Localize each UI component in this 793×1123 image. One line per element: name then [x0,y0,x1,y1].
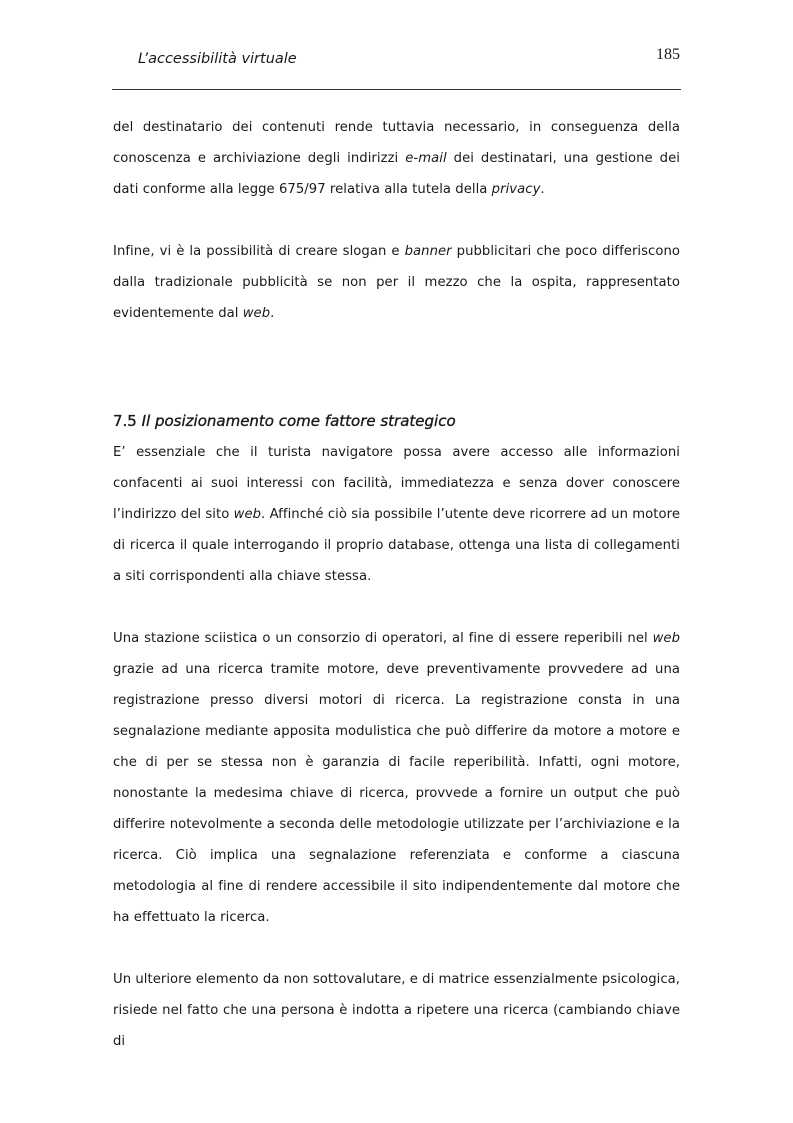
section-number: 7.5 [113,412,142,430]
paragraph-registration: Una stazione sciistica o un consorzio di operatori, al fine di essere reperibili nel web grazie ad una ricerca tramite motore, deve preventivamente provvedere ad una registrazione presso diversi motori di ricerca. La registrazione consta in una segnalazione mediante apposita modulistica che può differire da motore a motore e che di per se stessa non è garanzia di facile reperibilità. Infatti, ogni motore, nonostante la medesima chiave di ricerca, provvede a fornire un output che può differire notevolmente a seconda delle metodologie utilizzate per l’archiviazione e la ricerca. Ciò implica una segnalazione referenziata e conforme a ciascuna metodologia al fine di rendere accessibile il sito indipendentemente dal motore che ha effettuato la ricerca. [113,631,680,925]
emphasis-web: web [233,507,262,522]
paragraph-banner: Infine, vi è la possibilità di creare slogan e banner pubblicitari che poco differiscono dalla tradizionale pubblicità se non per il mezzo che la ospita, rappresentato evidentemente dal web. [113,244,681,321]
paragraph-privacy: del destinatario dei contenuti rende tuttavia necessario, in conseguenza della conoscenza e archiviazione degli indirizzi e-mail dei destinatari, una gestione dei dati conforme alla legge 675/97 relativa alla tutela della privacy. [113,120,680,197]
emphasis-web: web [652,631,680,646]
header-divider [112,89,681,90]
emphasis-web: web [242,306,271,321]
page-body [113,112,680,1057]
running-header-title: L’accessibilità virtuale [138,51,297,67]
section-title: Il posizionamento come fattore strategico [141,412,456,430]
paragraph-search-access: E’ essenziale che il turista navigatore possa avere accesso alle informazioni confacenti ai suoi interessi con facilità, immediatezza e senza dover conoscere l’indirizzo del sito web. Affinché ciò sia possibile l’utente deve ricorrere ad un motore di ricerca il quale interrogando il proprio database, ottenga una lista di collegamenti a siti corrispondenti alla chiave stessa. [113,445,680,584]
emphasis-banner: banner [404,244,452,259]
emphasis-e-mail: e-mail [405,151,447,166]
paragraph-psychology: Un ulteriore elemento da non sottovalutare, e di matrice essenzialmente psicologica, risiede nel fatto che una persona è indotta a ripetere una ricerca (cambiando chiave di [113,972,680,1049]
page-number: 185 [656,46,680,63]
emphasis-privacy: privacy [491,182,541,197]
section-heading [113,406,680,437]
